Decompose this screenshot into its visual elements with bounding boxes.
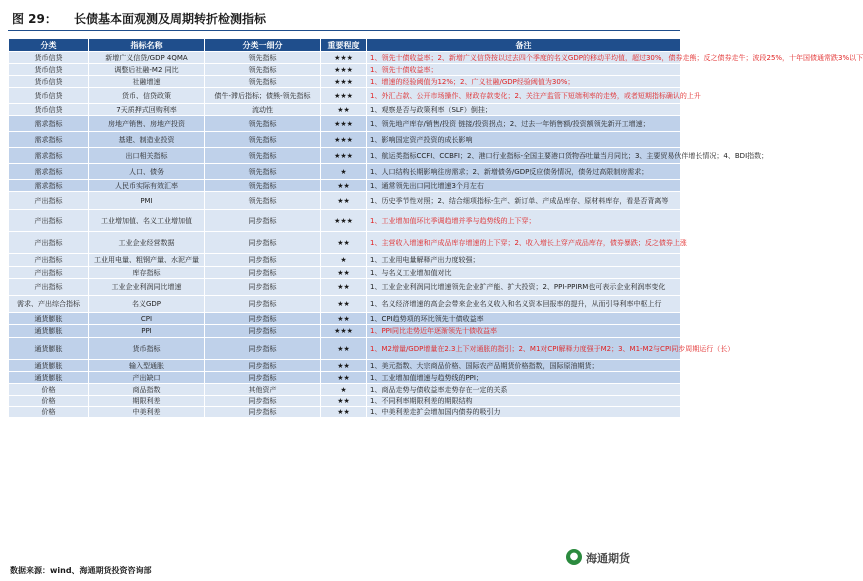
remarks-cell: 1、观察是否与政策利率（SLF）倒挂； (367, 104, 681, 116)
importance-cell: ★★ (321, 279, 367, 296)
subcategory-cell: 同步指标 (205, 232, 321, 254)
category-cell: 需求指标 (9, 148, 89, 164)
indicator-cell: 库存指标 (89, 267, 205, 279)
indicator-cell: 基建、制造业投资 (89, 132, 205, 148)
title-divider (8, 30, 680, 31)
indicator-cell: CPI (89, 313, 205, 325)
remarks-cell: 1、工业增加值增速与趋势线的PPI； (367, 372, 681, 384)
indicator-cell: 社融增速 (89, 76, 205, 88)
indicator-cell: PMI (89, 192, 205, 210)
remarks-cell: 1、M2增量/GDP增量在2.3上下对通胀的指引；2、M1对CPI解释力度强于M2；3、M1-M2与CPI同步周期运行（长） (367, 338, 681, 360)
remarks-cell: 1、影响国定资产投资的成长影响 (367, 132, 681, 148)
subcategory-cell: 领先指标 (205, 164, 321, 180)
remarks-cell: 1、商品走势与债收益率走势存在一定的关系 (367, 384, 681, 396)
importance-cell: ★★★ (321, 116, 367, 132)
indicator-cell: 名义GDP (89, 296, 205, 313)
importance-cell: ★★ (321, 232, 367, 254)
category-cell: 产出指标 (9, 254, 89, 267)
subcategory-cell: 同步指标 (205, 396, 321, 407)
importance-cell: ★★ (321, 360, 367, 372)
remarks-cell: 1、领先地产库存/销售/投资 链接/投资拐点；2、过去一年销售额/投资额领先新开工增速； (367, 116, 681, 132)
importance-cell: ★★ (321, 267, 367, 279)
subcategory-cell: 同步指标 (205, 360, 321, 372)
subcategory-cell: 同步指标 (205, 267, 321, 279)
remarks-cell: 1、PPI同比走势近年逐渐领先十债收益率 (367, 325, 681, 338)
subcategory-cell: 领先指标 (205, 64, 321, 76)
title-bar (8, 8, 680, 30)
importance-cell: ★★ (321, 407, 367, 418)
remarks-cell: 1、工业企业利润同比增速领先企业扩产能、扩大投资；2、PPI-PPIRM也可表示企业利润率变化 (367, 279, 681, 296)
remarks-cell: 1、工业用电量解释产出力度较强； (367, 254, 681, 267)
indicator-cell: 人民币实际有效汇率 (89, 180, 205, 192)
subcategory-cell: 同步指标 (205, 313, 321, 325)
subcategory-cell: 同步指标 (205, 210, 321, 232)
category-cell: 需求指标 (9, 116, 89, 132)
category-cell: 货币信贷 (9, 64, 89, 76)
importance-cell: ★★ (321, 180, 367, 192)
subcategory-cell: 领先指标 (205, 76, 321, 88)
table-row (9, 325, 681, 338)
header-remarks: 备注 (367, 39, 681, 52)
importance-cell: ★★ (321, 396, 367, 407)
remarks-cell: 1、领先十债收益率； (367, 64, 681, 76)
subcategory-cell: 同步指标 (205, 279, 321, 296)
indicator-cell: 工业企业利润同比增速 (89, 279, 205, 296)
indicator-cell: 期限利差 (89, 396, 205, 407)
watermark (566, 547, 678, 567)
table-row (9, 192, 681, 210)
page-title: 长债基本面观测及周期转折检测指标 (74, 12, 267, 26)
subcategory-cell: 债牛-滞后指标；债熊-领先指标 (205, 88, 321, 104)
importance-cell: ★★★ (321, 64, 367, 76)
category-cell: 通货膨胀 (9, 360, 89, 372)
importance-cell: ★★★ (321, 210, 367, 232)
indicator-cell: 中美利差 (89, 407, 205, 418)
table-row (9, 279, 681, 296)
header-indicator: 指标名称 (89, 39, 205, 52)
importance-cell: ★ (321, 384, 367, 396)
category-cell: 价格 (9, 384, 89, 396)
watermark-text: 海通期货 (586, 552, 630, 565)
source-note: 数据来源：wind、海通期货投资咨询部 (10, 566, 152, 575)
indicator-cell: 货币、信贷政策 (89, 88, 205, 104)
table-row (9, 313, 681, 325)
indicator-cell: 工业用电量、粗钢产量、水泥产量 (89, 254, 205, 267)
table-row (9, 76, 681, 88)
table-row (9, 148, 681, 164)
remarks-cell: 1、外汇占款、公开市场操作、财政存款变化；2、关注产监管下短端利率的走势，或者短期指标确认的上升 (367, 88, 681, 104)
category-cell: 需求指标 (9, 132, 89, 148)
indicator-cell: 出口相关指标 (89, 148, 205, 164)
table-row (9, 338, 681, 360)
subcategory-cell: 领先指标 (205, 192, 321, 210)
category-cell: 通货膨胀 (9, 325, 89, 338)
subcategory-cell: 同步指标 (205, 338, 321, 360)
table-row (9, 254, 681, 267)
table-row (9, 396, 681, 407)
indicator-table (8, 38, 863, 418)
remarks-cell: 1、与名义工业增加值对比 (367, 267, 681, 279)
importance-cell: ★★★ (321, 148, 367, 164)
remarks-cell: 1、人口结构长期影响往房需求；2、新增债务/GDP反应债务情况，债务过高限制房需求； (367, 164, 681, 180)
subcategory-cell: 领先指标 (205, 52, 321, 64)
category-cell: 需求、产出综合指标 (9, 296, 89, 313)
subcategory-cell: 同步指标 (205, 254, 321, 267)
category-cell: 产出指标 (9, 192, 89, 210)
table-row (9, 52, 681, 64)
importance-cell: ★★ (321, 104, 367, 116)
category-cell: 需求指标 (9, 164, 89, 180)
indicator-cell: 商品指数 (89, 384, 205, 396)
subcategory-cell: 流动性 (205, 104, 321, 116)
category-cell: 通货膨胀 (9, 338, 89, 360)
table-row (9, 267, 681, 279)
subcategory-cell: 同步指标 (205, 325, 321, 338)
subcategory-cell: 领先指标 (205, 148, 321, 164)
subcategory-cell: 领先指标 (205, 180, 321, 192)
table-row (9, 132, 681, 148)
remarks-cell: 1、不同利率期限利差的期限结构 (367, 396, 681, 407)
remarks-cell: 1、领先十债收益率；2、新增广义信贷按以过去四个季度的名义GDP的移动平均值，超过30%，债券走熊；反之债券走牛；波段25%，十年国债通常跌3%以下 (367, 52, 681, 64)
importance-cell: ★ (321, 254, 367, 267)
remarks-cell: 1、美元指数、大宗商品价格、国际农产品期货价格指数，国际原油期货； (367, 360, 681, 372)
table-row (9, 384, 681, 396)
table-row (9, 407, 681, 418)
table-row (9, 64, 681, 76)
table-row (9, 116, 681, 132)
category-cell: 需求指标 (9, 180, 89, 192)
subcategory-cell: 同步指标 (205, 296, 321, 313)
table-row (9, 232, 681, 254)
table-row (9, 164, 681, 180)
category-cell: 价格 (9, 407, 89, 418)
category-cell: 通货膨胀 (9, 372, 89, 384)
indicator-cell: 货币指标 (89, 338, 205, 360)
remarks-cell: 1、工业增加值环比季调趋增并季与趋势线的上下穿； (367, 210, 681, 232)
category-cell: 产出指标 (9, 210, 89, 232)
indicator-cell: 输入型通胀 (89, 360, 205, 372)
importance-cell: ★★ (321, 296, 367, 313)
indicator-cell: 工业企业经营数据 (89, 232, 205, 254)
table-row (9, 88, 681, 104)
importance-cell: ★★★ (321, 52, 367, 64)
importance-cell: ★★★ (321, 76, 367, 88)
indicator-cell: 房地产销售、房地产投资 (89, 116, 205, 132)
importance-cell: ★★★ (321, 132, 367, 148)
category-cell: 货币信贷 (9, 104, 89, 116)
indicator-cell: 调整后社融-M2 同比 (89, 64, 205, 76)
subcategory-cell: 领先指标 (205, 132, 321, 148)
category-cell: 货币信贷 (9, 88, 89, 104)
remarks-cell: 1、航运类指标CCFI、CCBFI；2、港口行业指标-全国主要港口货物吞吐量当月同比；3、主要贸易伙伴增长情况；4、BDI指数； (367, 148, 681, 164)
category-cell: 价格 (9, 396, 89, 407)
importance-cell: ★★ (321, 313, 367, 325)
category-cell: 产出指标 (9, 279, 89, 296)
wechat-icon: ● (566, 549, 582, 565)
remarks-cell: 1、中美利差走扩会增加国内债券的吸引力 (367, 407, 681, 418)
remarks-cell: 1、名义经济增速的高企会带来企业名义收入和名义资本回报率的提升，从而引导利率中枢上行 (367, 296, 681, 313)
importance-cell: ★★ (321, 372, 367, 384)
subcategory-cell: 同步指标 (205, 372, 321, 384)
table-body (9, 52, 863, 418)
header-importance: 重要程度 (321, 39, 367, 52)
indicator-cell: 7天质押式回购利率 (89, 104, 205, 116)
table-row (9, 210, 681, 232)
subcategory-cell: 同步指标 (205, 407, 321, 418)
header-subcategory: 分类一细分 (205, 39, 321, 52)
table-row (9, 296, 681, 313)
subcategory-cell: 其他资产 (205, 384, 321, 396)
remarks-cell: 1、通常领先出口同比增速3个月左右 (367, 180, 681, 192)
table-row (9, 372, 681, 384)
indicator-cell: 产出缺口 (89, 372, 205, 384)
indicator-cell: 工业增加值、名义工业增加值 (89, 210, 205, 232)
table-header-row (9, 39, 681, 52)
importance-cell: ★ (321, 164, 367, 180)
importance-cell: ★★ (321, 338, 367, 360)
indicator-cell: 新增广义信贷/GDP 4QMA (89, 52, 205, 64)
category-cell: 货币信贷 (9, 52, 89, 64)
remarks-cell: 1、CPI趋势项的环比领先十债收益率 (367, 313, 681, 325)
importance-cell: ★★ (321, 192, 367, 210)
subcategory-cell: 领先指标 (205, 116, 321, 132)
remarks-cell: 1、历史季节性对照；2、结合细项指标-生产、新订单、产成品库存、原材料库存，看是否背离等 (367, 192, 681, 210)
category-cell: 产出指标 (9, 267, 89, 279)
importance-cell: ★★★ (321, 325, 367, 338)
category-cell: 通货膨胀 (9, 313, 89, 325)
header-category: 分类 (9, 39, 89, 52)
table-row (9, 104, 681, 116)
category-cell: 货币信贷 (9, 76, 89, 88)
importance-cell: ★★★ (321, 88, 367, 104)
category-cell: 产出指标 (9, 232, 89, 254)
table-row (9, 360, 681, 372)
remarks-cell: 1、增速的经验阈值为12%；2、广义社融/GDP经验阈值为30%； (367, 76, 681, 88)
table-row (9, 180, 681, 192)
indicator-cell: PPI (89, 325, 205, 338)
figure-label: 图 29： (12, 12, 57, 26)
remarks-cell: 1、主营收入增速和产成品库存增速的上下穿；2、收入增长上穿产成品库存，债券暴跌；反之债券上涨 (367, 232, 681, 254)
indicator-cell: 人口、债务 (89, 164, 205, 180)
